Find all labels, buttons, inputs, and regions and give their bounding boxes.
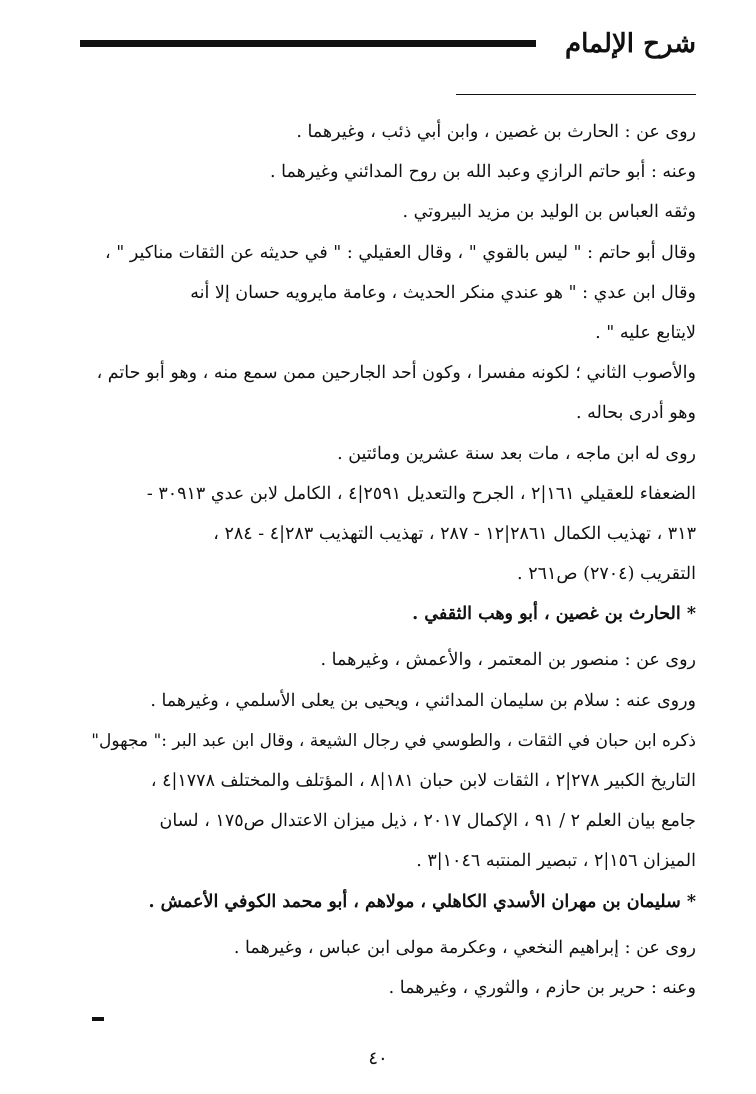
- text-line: وثقه العباس بن الوليد بن مزيد البيروتي .: [402, 202, 696, 223]
- text-line: ذكره ابن حبان في الثقات ، والطوسي في رجال الشيعة ، وقال ابن عبد البر :" مجهول": [91, 730, 696, 751]
- header-rule: [80, 40, 536, 47]
- text-line: وعنه : حرير بن حازم ، والثوري ، وغيرهما .: [388, 977, 696, 998]
- text-line: وعنه : أبو حاتم الرازي وعبد الله بن روح المدائني وغيرهما .: [270, 162, 696, 183]
- text-line: روى عن : الحارث بن غصين ، وابن أبي ذئب ، وغيرهما .: [296, 122, 696, 142]
- footnote-separator: [456, 94, 696, 95]
- text-line: التاريخ الكبير ٢٧٨|٢ ، الثقات لابن حبان ١٨١|٨ ، المؤتلف والمختلف ١٧٧٨|٤ ،: [150, 771, 696, 791]
- entry-heading: * سليمان بن مهران الأسدي الكاهلي ، مولاهم ، أبو محمد الكوفي الأعمش .: [148, 891, 696, 912]
- text-line: جامع بيان العلم ٢ / ٩١ ، الإكمال ٢٠١٧ ، ذيل ميزان الاعتدال ص١٧٥ ، لسان: [159, 811, 696, 832]
- text-line: ٣١٣ ، تهذيب الكمال ٢٨٦١|١٢ - ٢٨٧ ، تهذيب التهذيب ٢٨٣|٤ - ٢٨٤ ،: [213, 523, 696, 544]
- text-line: الميزان ١٥٦|٢ ، تبصير المنتبه ١٠٤٦|٣ .: [416, 851, 696, 872]
- text-line: روى له ابن ماجه ، مات بعد سنة عشرين ومائتين .: [337, 443, 696, 464]
- text-line: روى عن : منصور بن المعتمر ، والأعمش ، وغيرهما .: [320, 650, 696, 671]
- text-line: الضعفاء للعقيلي ١٦١|٢ ، الجرح والتعديل ٢٥٩١|٤ ، الكامل لابن عدي ٣٠٩١٣ -: [146, 483, 696, 504]
- text-line: التقريب (٢٧٠٤) ص٢٦١ .: [517, 564, 696, 585]
- entry-heading: * الحارث بن غصين ، أبو وهب الثقفي .: [412, 604, 696, 625]
- text-line: وقال ابن عدي : " هو عندي منكر الحديث ، وعامة مايرويه حسان إلا أنه: [190, 282, 696, 303]
- text-line: وهو أدرى بحاله .: [576, 403, 696, 424]
- page-number: ٤٠: [368, 1048, 388, 1069]
- continuation-mark: [92, 1017, 104, 1021]
- text-line: لايتابع عليه " .: [595, 322, 696, 343]
- book-title: شرح الإلمام: [565, 29, 696, 59]
- text-line: وروى عنه : سلام بن سليمان المدائني ، ويحيى بن يعلى الأسلمي ، وغيرهما .: [150, 690, 696, 711]
- running-header: [80, 22, 696, 70]
- text-line: روى عن : إبراهيم النخعي ، وعكرمة مولى ابن عباس ، وغيرهما .: [233, 937, 696, 958]
- footnote-text: [84, 112, 696, 1008]
- text-line: وقال أبو حاتم : " ليس بالقوي " ، وقال العقيلي : " في حديثه عن الثقات مناكير " ،: [105, 242, 696, 263]
- text-line: والأصوب الثاني ؛ لكونه مفسرا ، وكون أحد الجارحين ممن سمع منه ، وهو أبو حاتم ،: [96, 363, 696, 384]
